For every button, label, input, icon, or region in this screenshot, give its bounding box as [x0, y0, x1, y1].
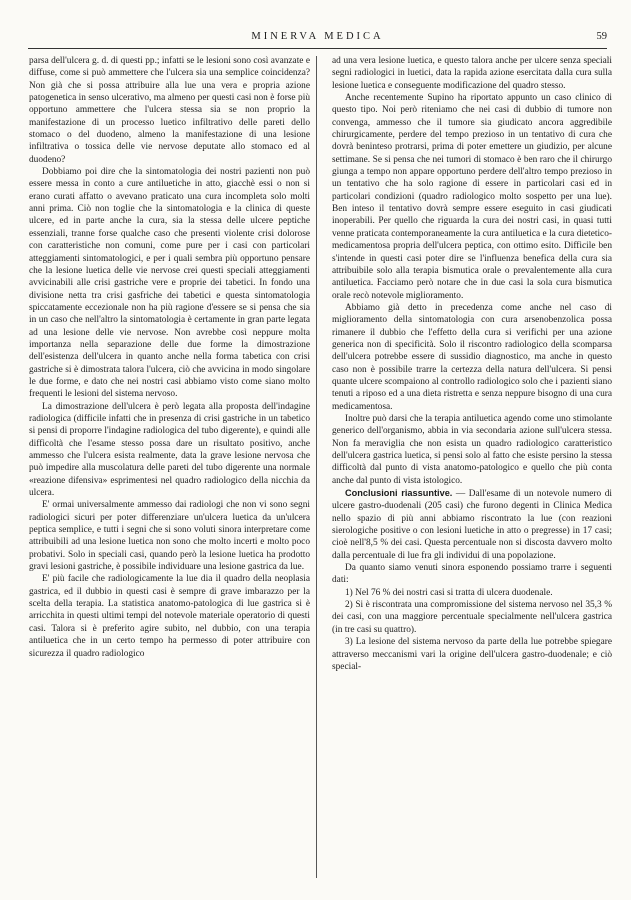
- paragraph: E' ormai universalmente ammesso dai radiologi che non vi sono segni radiologici sicuri per poter differenziare un'ulcera luetica da un'ulcera peptica semplice, e tutti i segni che si sono voluti sinora interpretare come attribuibili ad una lesione luetica non sono che molto incerti e molto poco probativi. Solo in speciali casi, quando però la lesione luetica ha prodotto gravi lesioni gastriche, è possibile individuare una lesione gastrica da lue.: [29, 500, 310, 573]
- column-divider: [316, 56, 317, 878]
- paragraph: Anche recentemente Supino ha riportato appunto un caso clinico di questo tipo. Noi però riteniamo che nei casi di dubbio di tumore non convenga, ammesso che il tumore sia giudicato ancora aggredibile chirurgicamente, perdere del tempo prezioso in un tentativo di cura che dovrà beninteso protrarsi, prima di poter emettere un giudizio, per alcune settimane. Se si pensa che nei tumori di stomaco è ben raro che il chirurgo giunga a tempo non appare opportuno perdere dell'altro tempo prezioso in un tentativo che ha solo ragione di essere in particolari casi ed in particolari condizioni (quadro radiologico molto sospetto per una lue). Ben inteso il tentativo dovrà sempre essere eseguito in casi giudicati inoperabili. Per quello che riguarda la cura dei nostri casi, in quasi tutti venne praticata contemporaneamente la cura antiluetica e la cura dietetico-medicamentosa propria dell'ulcera peptica, con ottimo esito. Difficile ben s'intende in questi casi poter dire se l'influenza benefica della cura sia attribuibile solo alla terapia bismutica orale o prevalentemente alla cura antiluetica. Facciamo però notare che in due casi la sola cura bismutica orale recò notevole miglioramento.: [332, 93, 612, 301]
- paragraph: Dobbiamo poi dire che la sintomatologia dei nostri pazienti non può essere messa in conto a cure antiluetiche in atto, giacchè essi o non si erano curati affatto o avevano praticato una cura incompleta solo molti anni prima. Ciò non toglie che la sintomatologia e la clinica di queste ulcere, ed in parte anche la cura, sia la stessa delle ulcere peptiche essenziali, tranne forse qualche caso che presenti violente crisi dolorose con caratteristiche non comuni, come pure per i casi con particolari atteggiamenti sintomatologici, e per i quali sembra più opportuno pensare che la lesione luetica delle vie nervose crei questi speciali atteggiamenti avvicinabili alle crisi gastriche vere e proprie dei tabetici. In fondo una divisione netta tra crisi gasfriche dei tabetici e questa sintomatologia spiccatamente eccezionale non ha più ragione d'essere se si pensa che sia in un caso che nell'altro la sintomatologia è certamente in gran parte legata ad una lesione delle vie nervose. Non avrebbe così neppure molta importanza nella separazione delle due forme la dimostrazione dell'esistenza dell'ulcera in quanto anche nella forma tabetica con crisi gastriche si è dimostrata talora l'ulcera, ciò che avvicina in modo singolare le due forme, e dato che nei nostri casi abbiamo visto come siano molto frequenti le lesioni del sistema nervoso.: [29, 167, 310, 400]
- page-number: 59: [596, 31, 607, 42]
- paragraph: parsa dell'ulcera g. d. di questi pp.; infatti se le lesioni sono così avanzate e diffuse, come si può ammettere che l'ulcera sia una semplice coincidenza? Non già che si possa attribuire alla lue una vera e propria azione patogenetica in senso ulcerativo, ma almeno per questi casi non è forse più opportuno ammettere che l'ulcera stessa sia se non proprio la manifestazione di un processo luetico infiltrativo delle pareti dello stomaco o del duodeno, almeno la manifestazione di una lesione infiltrativa o tossica delle vie nervose deputate allo stomaco ed al duodeno?: [29, 56, 310, 165]
- paragraph: ad una vera lesione luetica, e questo talora anche per ulcere senza speciali segni radiologici in luetici, data la rapida azione esercitata dalla cura sulla lesione luetica e conseguente modificazione del quadro stesso.: [332, 56, 612, 91]
- paragraph: E' più facile che radiologicamente la lue dia il quadro della neoplasia gastrica, ed il dubbio in questi casi è sempre di grave imbarazzo per la scelta della terapia. La statistica anatomo-patologica di lue gastrica si è arricchita in questi ultimi tempi del notevole materiale operatorio di questi casi. Talora si è preferito agire subito, nel dubbio, con una terapia antiluetica che in un certo tempo ha permesso di poter attribuire con sicurezza il quadro radiologico: [29, 574, 310, 659]
- paragraph: Abbiamo già detto in precedenza come anche nel caso di miglioramento della sintomatologia con cura arsenobenzolica possa rimanere il dubbio che l'effetto della cura si verifichi per una azione generica non di specificità. Solo il riscontro radiologico della scomparsa dell'ulcera potrebbe essere di sussidio diagnostico, ma anche in questo caso non è possibile trarre la certezza della natura dell'ulcera. Si pensi quante ulcere scompaiono al controllo radiologico solo che i pazienti siano tenuti a riposo ed a una dieta ristretta e senza neppure bisogno di una cura medicamentosa.: [332, 302, 612, 412]
- conclusions-heading: Conclusioni riassuntive.: [345, 488, 453, 499]
- conclusions-text: — Dall'esame di un notevole numero di ulcere gastro-duodenali (205 casi) che furono degenti in Clinica Medica nello spazio di più anni abbiamo riscontrato la lue (con reazioni sierologiche positive o con lesioni luetiche in atto o pregresse) in 17 casi; cioè nell'8,5 % dei casi. Questa percentuale non si discosta davvero molto dalla percentuale di lue fra gli individui di una popolazione.: [332, 489, 612, 561]
- list-item: 2) Si è riscontrata una compromissione del sistema nervoso nel 35,3 % dei casi, con una maggiore percentuale specialmente nell'ulcera gastrica (in tre casi su quattro).: [332, 600, 612, 635]
- paragraph: Inoltre può darsi che la terapia antiluetica agendo come uno stimolante generico dell'organismo, abbia in via secondaria azione sull'ulcera stessa. Non fa meraviglia che non esista un quadro radiologico caratteristico dell'ulcera gastrica luetica, si pensi solo al fatto che esiste persino la stessa difficoltà dal punto di vista anatomo-patologico e quello che più conta anche dal punto di vista istologico.: [332, 413, 612, 486]
- running-header: [28, 30, 607, 49]
- paragraph: La dimostrazione dell'ulcera è però legata alla proposta dell'indagine radiologica (difficile infatti che in presenza di crisi gastriche in un tabetico si pensi di proporre l'indagine radiologica del tubo digerente), e quindi alle difficoltà che l'esame stesso possa dare un risultato positivo, anche ammesso che l'ulcera esista realmente, data la grave lesione nervosa che può impedire alla muscolatura delle pareti del tubo digerente una normale «reazione difensiva» esprimentesi nel quadro radiologico della nicchia da ulcera.: [29, 401, 310, 499]
- right-column: [332, 55, 612, 673]
- paragraph: Da quanto siamo venuti sinora esponendo possiamo trarre i seguenti dati:: [332, 563, 612, 586]
- journal-title: MINERVA MEDICA: [251, 31, 384, 42]
- list-item: 3) La lesione del sistema nervoso da parte della lue potrebbe spiegare attraverso meccanismi vari la origine dell'ulcera gastro-duodenale; e ciò special-: [332, 637, 612, 672]
- left-column: [29, 55, 310, 660]
- list-item: 1) Nel 76 % dei nostri casi si tratta di ulcera duodenale.: [345, 587, 553, 598]
- conclusions-paragraph: [332, 487, 612, 562]
